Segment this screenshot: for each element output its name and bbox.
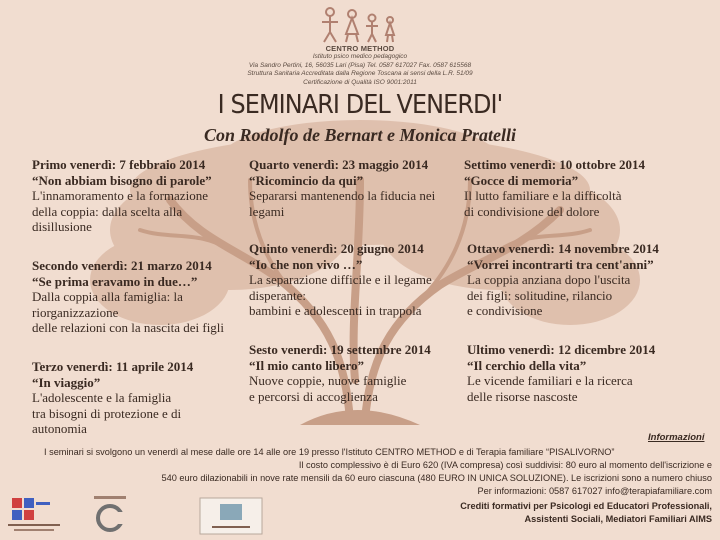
session-desc: riorganizzazione [32, 304, 119, 320]
session-quote: “Gocce di memoria” [464, 172, 579, 188]
page-title: I SEMINARI DEL VENERDI' [217, 90, 503, 120]
family-logo-icon [316, 6, 404, 44]
session-heading: Ottavo venerdì: 14 novembre 2014 [467, 241, 659, 256]
org-subtitle: Istituto psico medico pedagogico [312, 53, 408, 60]
session-heading: Terzo venerdì: 11 aprile 2014 [32, 359, 194, 374]
session-1 [32, 157, 247, 235]
session-heading: Primo venerdì: 7 febbraio 2014 [32, 157, 206, 172]
credits-line: Assistenti Sociali, Mediatori Familiari AIMS [524, 514, 712, 524]
session-desc: dei figli: solitudine, rilancio [467, 287, 613, 303]
org-address: Via Sandro Pertini, 16, 56035 Lari (Pisa) Tel. 0587 617027 Fax. 0587 615568 [248, 62, 472, 69]
certification-logo-icon [80, 494, 140, 538]
info-title: Informazioni [648, 432, 705, 443]
session-desc: autonomia [32, 421, 87, 437]
org-name: CENTRO METHOD [325, 44, 395, 53]
session-desc: di condivisione del dolore [464, 203, 600, 219]
session-heading: Settimo venerdì: 10 ottobre 2014 [464, 157, 646, 172]
session-5 [249, 241, 459, 319]
session-quote: “Ricomincio da qui” [249, 172, 364, 188]
info-contact: Per informazioni: 0587 617027 info@terapiafamiliare.com [477, 486, 712, 496]
session-desc: e percorsi di accoglienza [249, 388, 378, 404]
session-heading: Quinto venerdì: 20 giugno 2014 [249, 241, 424, 256]
session-3 [32, 359, 247, 437]
session-desc: tra bisogni di protezione e di [32, 405, 182, 421]
session-quote: “Il mio canto libero” [249, 357, 364, 373]
credits-line: Crediti formativi per Psicologi ed Educatori Professionali, [460, 501, 712, 511]
session-9 [467, 342, 712, 404]
session-desc: L'adolescente e la famiglia [32, 390, 172, 406]
session-desc: della coppia: dalla scelta alla [32, 203, 183, 219]
org-accreditation: Struttura Sanitaria Accreditata dalla Regione Toscana ai sensi della L.R. 51/09 [247, 70, 473, 77]
session-heading: Quarto venerdì: 23 maggio 2014 [249, 157, 429, 172]
info-line: Il costo complessivo è di Euro 620 (IVA compresa) così suddivisi: 80 euro al momento dell'iscrizione e [298, 460, 712, 470]
session-heading: Ultimo venerdì: 12 dicembre 2014 [467, 342, 656, 357]
session-desc: delle risorse nascoste [467, 388, 578, 404]
info-line: I seminari si svolgono un venerdì al mese dalle ore 14 alle ore 19 presso l'Istituto CENTRO METHOD e di Terapia familiare “PISALIVORNO” [44, 447, 615, 457]
session-desc: legami [249, 203, 285, 219]
session-7 [464, 157, 709, 219]
session-desc: L'innamoramento e la formazione [32, 188, 208, 204]
session-desc: disperante: [249, 287, 307, 303]
session-desc: La coppia anziana dopo l'uscita [467, 272, 631, 288]
info-line: 540 euro dilazionabili in nove rate mensili da 60 euro ciascuna (480 EURO IN UNICA SOLUZIONE). Le iscrizioni sono a numero chiuso [161, 473, 712, 483]
session-quote: “Il cerchio della vita” [467, 357, 587, 373]
session-desc: e condivisione [467, 303, 543, 319]
session-desc: La separazione difficile e il legame [249, 272, 432, 288]
session-2 [32, 258, 247, 336]
session-quote: “Se prima eravamo in due…” [32, 273, 198, 289]
session-quote: “In viaggio” [32, 374, 101, 390]
session-desc: bambini e adolescenti in trappola [249, 303, 422, 319]
session-desc: disillusione [32, 219, 92, 235]
session-quote: “Io che non vivo …” [249, 256, 363, 272]
session-heading: Secondo venerdì: 21 marzo 2014 [32, 258, 212, 273]
session-desc: Le vicende familiari e la ricerca [467, 373, 633, 389]
session-4 [249, 157, 459, 219]
org-certification: Certificazione di Qualità ISO 9001:2011 [303, 79, 417, 86]
session-6 [249, 342, 459, 404]
session-desc: Dalla coppia alla famiglia: la [32, 289, 183, 305]
session-desc: delle relazioni con la nascita dei figli [32, 320, 225, 336]
training-logo-icon [198, 496, 264, 536]
session-desc: Nuove coppie, nuove famiglie [249, 373, 407, 389]
institute-logo-icon [4, 492, 64, 536]
session-8 [467, 241, 712, 319]
session-desc: Separarsi mantenendo la fiducia nei [249, 188, 436, 204]
session-desc: Il lutto familiare e la difficoltà [464, 188, 622, 204]
session-quote: “Non abbiam bisogno di parole” [32, 172, 212, 188]
session-heading: Sesto venerdì: 19 settembre 2014 [249, 342, 431, 357]
page-subtitle: Con Rodolfo de Bernart e Monica Pratelli [203, 125, 516, 145]
session-quote: “Vorrei incontrarti tra cent'anni” [467, 256, 654, 272]
